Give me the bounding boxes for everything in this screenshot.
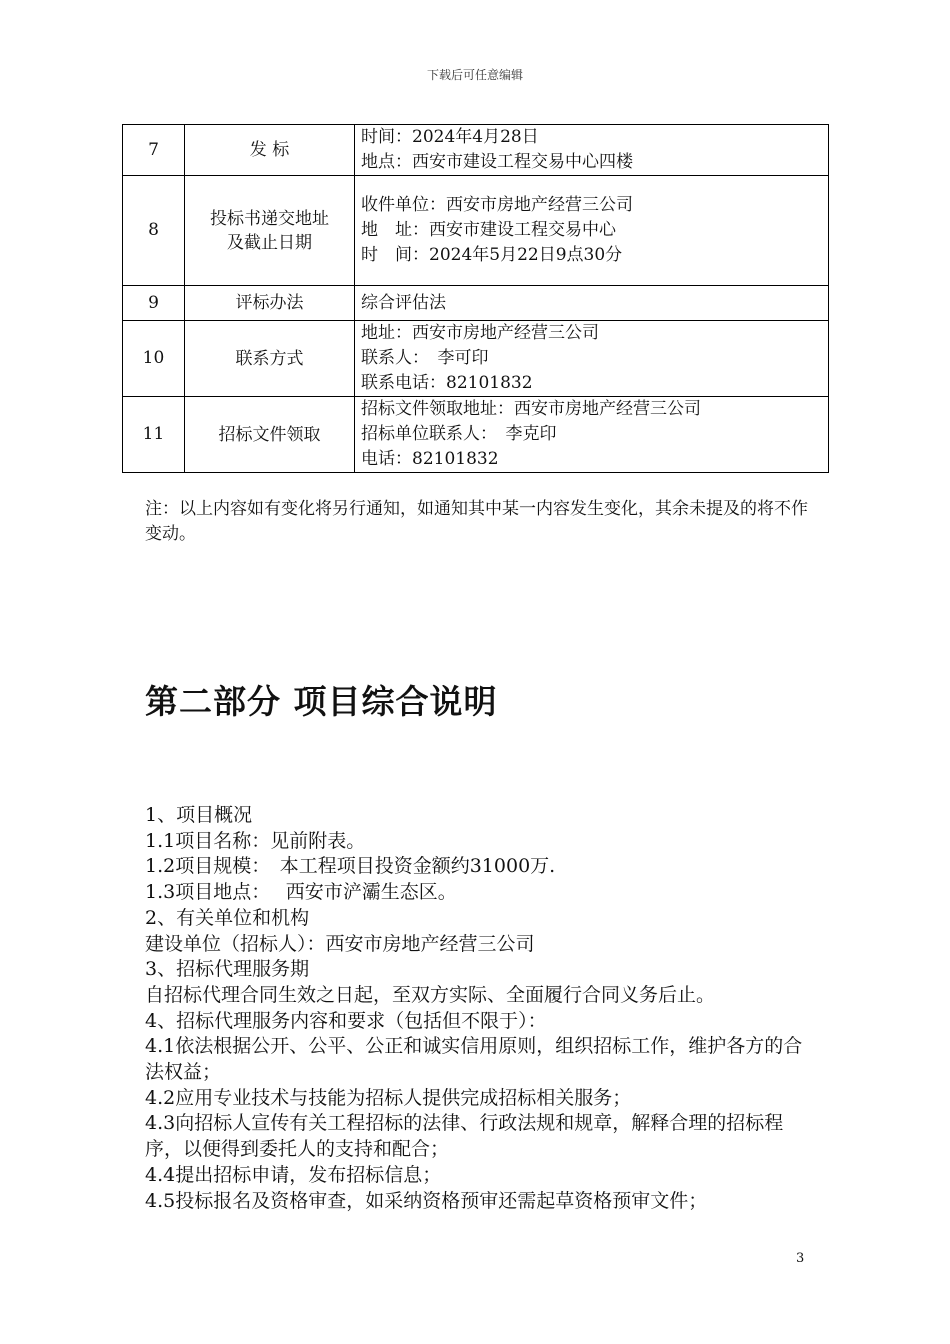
table-row (123, 286, 829, 321)
row-number: 8 (123, 176, 185, 286)
paragraph: 2、有关单位和机构 (145, 906, 310, 929)
paragraph: 4.2应用专业技术与技能为招标人提供完成招标相关服务； (145, 1086, 632, 1109)
row-content: 时间：2024年4月28日 地点：西安市建设工程交易中心四楼 (355, 125, 829, 176)
row-item: 联系方式 (185, 321, 355, 397)
page-number: 3 (796, 1251, 805, 1266)
bid-info-table (122, 124, 829, 473)
table-row (123, 397, 829, 473)
row-number: 9 (123, 286, 185, 321)
row-number: 11 (123, 397, 185, 473)
row-item: 投标书递交地址 及截止日期 (185, 176, 355, 286)
paragraph: 1.2项目规模： 本工程项目投资金额约31000万. (145, 855, 556, 878)
change-notice: 注：以上内容如有变化将另行通知，如通知其中某一内容发生变化，其余未提及的将不作变动。 (145, 499, 808, 544)
paragraph: 1、项目概况 (145, 804, 253, 826)
paragraph: 建设单位（招标人）：西安市房地产经营三公司 (145, 932, 535, 955)
paragraph: 自招标代理合同生效之日起，至双方实际、全面履行合同义务后止。 (145, 983, 716, 1006)
paragraph: 4.4提出招标申请，发布招标信息； (145, 1163, 442, 1186)
page-header-note: 下载后可任意编辑 (426, 68, 523, 82)
section-heading: 第二部分 项目综合说明 (145, 682, 498, 721)
table-row (123, 125, 829, 176)
row-content: 地址：西安市房地产经营三公司 联系人： 李可印 联系电话：82101832 (355, 321, 829, 397)
row-content: 招标文件领取地址：西安市房地产经营三公司 招标单位联系人： 李克印 电话：82101832 (355, 397, 829, 473)
paragraph: 4、招标代理服务内容和要求（包括但不限于）： (145, 1009, 547, 1032)
paragraph: 1.1项目名称：见前附表。 (145, 829, 366, 852)
row-item: 评标办法 (185, 286, 355, 321)
row-item: 发 标 (185, 125, 355, 176)
paragraph: 4.3向招标人宣传有关工程招标的法律、行政法规和规章，解释合理的招标程序，以便得到委托人的支持和配合； (145, 1112, 784, 1161)
paragraph: 3、招标代理服务期 (145, 958, 310, 981)
row-content: 综合评估法 (355, 286, 829, 321)
row-item: 招标文件领取 (185, 397, 355, 473)
table-row (123, 176, 829, 286)
paragraph: 4.1依法根据公开、公平、公正和诚实信用原则，组织招标工作，维护各方的合法权益； (145, 1035, 803, 1084)
paragraph: 1.3项目地点： 西安市浐灞生态区。 (145, 881, 457, 904)
row-number: 10 (123, 321, 185, 397)
row-content: 收件单位：西安市房地产经营三公司 地 址：西安市建设工程交易中心 时 间：2024年5月22日9点30分 (355, 176, 829, 286)
paragraph: 4.5投标报名及资格审查，如采纳资格预审还需起草资格预审文件； (145, 1189, 708, 1212)
table-row (123, 321, 829, 397)
row-number: 7 (123, 125, 185, 176)
section-body (145, 803, 815, 1214)
